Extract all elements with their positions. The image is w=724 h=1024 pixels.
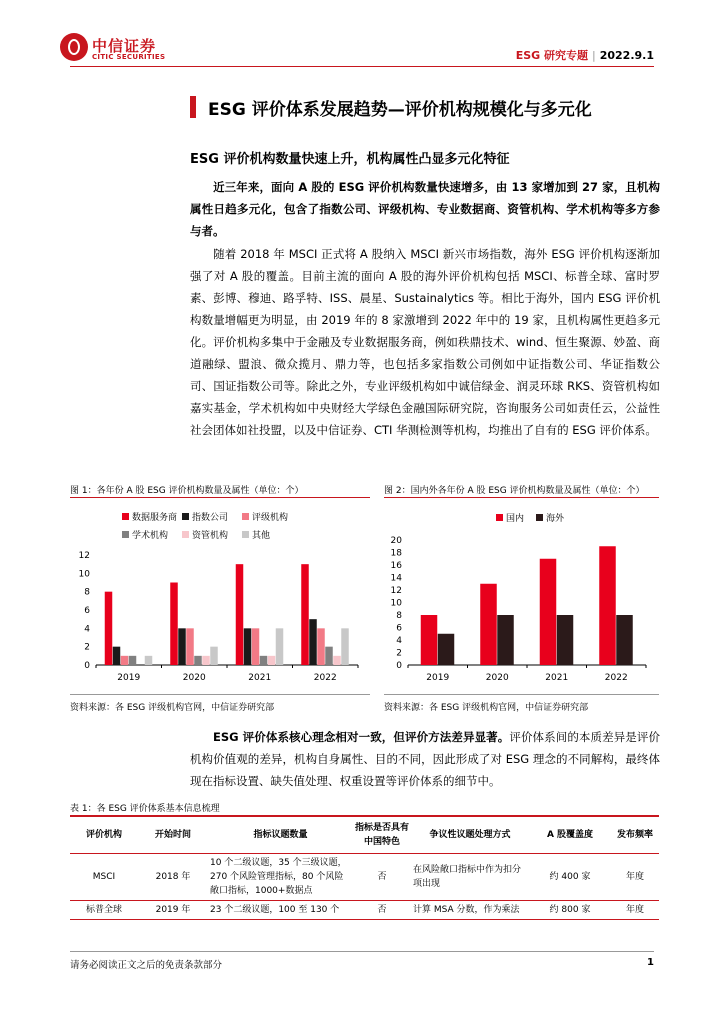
table-header: 发布频率: [611, 816, 659, 854]
logo-text-cn: 中信证券: [92, 37, 157, 55]
legend-label: 其他: [252, 531, 271, 541]
bar: [309, 619, 317, 665]
chart-domestic-vs-overseas: [384, 500, 659, 692]
header-divider: [70, 66, 654, 67]
legend-swatch: [122, 531, 129, 538]
legend-swatch: [242, 513, 249, 520]
legend-swatch: [536, 514, 543, 521]
y-tick-label: 2: [84, 642, 90, 653]
x-tick-label: 2020: [182, 673, 206, 683]
y-tick-label: 0: [396, 661, 402, 671]
table-cell: 10 个二级议题，35 个三级议题，270 个风险管理指标，80 个风险敞口指标，1000+数据点: [208, 854, 353, 901]
bar: [325, 647, 333, 665]
table-cell: 标普全球: [70, 901, 138, 920]
legend-swatch: [182, 531, 189, 538]
logo-text-en: CITIC SECURITIES: [92, 53, 166, 61]
table-cell: 否: [353, 901, 411, 920]
table-cell: 年度: [611, 854, 659, 901]
bar: [202, 656, 210, 665]
table-header: A 股覆盖度: [529, 816, 611, 854]
table-cell: 2018 年: [138, 854, 208, 901]
methodology-paragraph: ESG 评价体系核心理念相对一致，但评价方法差异显著。评价体系间的本质差异是评价机构价值观的差异，机构自身属性、目的不同，因此形成了对 ESG 理念的不同解构，最终体现在指标设置、缺失值处理、权重设置等评价体系的细节中。: [190, 730, 660, 788]
y-tick-label: 8: [396, 611, 402, 621]
bar: [301, 564, 309, 665]
legend-label: 国内: [506, 514, 525, 524]
y-tick-label: 4: [396, 636, 402, 646]
bar: [599, 546, 616, 665]
y-tick-label: 6: [396, 623, 402, 634]
y-tick-label: 18: [390, 548, 402, 559]
table-header: 开始时间: [138, 816, 208, 854]
table-header: 指标是否具有中国特色: [353, 816, 411, 854]
figure1-caption: 图 1：各年份 A 股 ESG 评价机构数量及属性（单位：个）: [70, 486, 304, 496]
bar: [317, 628, 325, 665]
legend-swatch: [242, 531, 249, 538]
figure2-caption: 图 2：国内外各年份 A 股 ESG 评价机构数量及属性（单位：个）: [384, 486, 645, 496]
report-type: ESG 研究专题: [515, 49, 588, 62]
y-tick-label: 0: [84, 661, 90, 671]
table-row: [70, 854, 659, 901]
y-tick-label: 10: [390, 598, 402, 609]
bar: [129, 656, 137, 665]
x-tick-label: 2019: [426, 673, 450, 683]
x-tick-label: 2022: [604, 673, 628, 683]
figure2-source-rule: [384, 694, 659, 695]
citic-logo-icon: [60, 33, 88, 61]
bar: [178, 628, 186, 665]
legend-swatch: [122, 513, 129, 520]
bar: [194, 656, 202, 665]
report-date: 2022.9.1: [599, 49, 654, 62]
table-header: 指标议题数量: [208, 816, 353, 854]
bar: [121, 656, 129, 665]
body-paragraph: 随着 2018 年 MSCI 正式将 A 股纳入 MSCI 新兴市场指数，海外 ESG 评价机构逐渐加强了对 A 股的覆盖。目前主流的面向 A 股的海外评价机构包括 MSCI、标普全球、富时罗素、彭博、穆迪、路孚特、ISS、晨星、Sustainalytics 等。相比于海外，国内 ESG 评价机构数量增幅更为明显，由 2019 年的 8 家激增到 2022 年中的 19 家，且机构属性更趋多元化。评价机构多集中于金融及专业数据服务商，例如秩鼎技术、wind、恒生聚源、妙盈、商道融绿、盟浪、微众揽月、鼎力等，也包括多家指数公司例如中证指数公司、华证指数公司、国证指数公司等。除此之外，专业评级机构如中诚信绿金、润灵环球 RKS、资管机构如嘉实基金，学术机构如中央财经大学绿色金融国际研究院，咨询服务公司如责任云，公益性社会团体如社投盟，以及中信证券、CTI 华测检测等机构，均推出了自有的 ESG 评价体系。: [190, 247, 660, 437]
disclaimer-note: 请务必阅读正文之后的免责条款部分: [70, 960, 223, 971]
bar: [113, 647, 121, 665]
table-header: 评价机构: [70, 816, 138, 854]
bar: [341, 628, 349, 665]
table-cell: 约 800 家: [529, 901, 611, 920]
x-tick-label: 2022: [313, 673, 337, 683]
legend-label: 指数公司: [192, 513, 229, 523]
y-tick-label: 8: [84, 587, 90, 598]
legend-swatch: [182, 513, 189, 520]
y-tick-label: 14: [390, 573, 402, 584]
table-row: [70, 901, 659, 920]
y-tick-label: 20: [390, 536, 402, 546]
y-tick-label: 12: [78, 551, 90, 561]
legend-label: 评级机构: [252, 513, 289, 523]
page-title: ESG 评价体系发展趋势—评价机构规模化与多元化: [208, 100, 592, 120]
chart-institutions-by-type: [70, 500, 370, 692]
legend-swatch: [496, 514, 503, 521]
table-cell: 计算 MSA 分数，作为乘法: [411, 901, 529, 920]
bar: [210, 647, 218, 665]
table-cell: 约 400 家: [529, 854, 611, 901]
figure1-source: 资料来源：各 ESG 评级机构官网，中信证券研究部: [70, 703, 275, 713]
legend-label: 资管机构: [192, 531, 229, 541]
y-tick-label: 6: [84, 606, 90, 616]
table-header: 争议性议题处理方式: [411, 816, 529, 854]
y-tick-label: 10: [78, 569, 90, 580]
y-tick-label: 12: [390, 586, 402, 596]
x-tick-label: 2021: [248, 673, 272, 683]
legend-label: 海外: [546, 514, 565, 524]
esg-system-table: [70, 815, 659, 920]
header-meta: ESG 研究专题 | 2022.9.1: [515, 49, 654, 62]
table-caption: 表 1：各 ESG 评价体系基本信息梳理: [70, 804, 220, 814]
bar: [480, 584, 497, 665]
bar: [540, 559, 557, 665]
y-tick-label: 4: [84, 624, 90, 635]
bar: [557, 615, 574, 665]
bar: [333, 656, 341, 665]
footer-divider: [70, 951, 654, 952]
bar: [186, 628, 194, 665]
x-tick-label: 2021: [545, 673, 569, 683]
figure1-source-rule: [70, 694, 370, 695]
bar: [268, 656, 276, 665]
bar: [145, 656, 153, 665]
bar: [244, 628, 252, 665]
table-cell: MSCI: [70, 854, 138, 901]
table-cell: 年度: [611, 901, 659, 920]
legend-label: 数据服务商: [132, 513, 178, 523]
figure2-caption-rule: [384, 497, 659, 498]
bar: [260, 656, 268, 665]
bar: [236, 564, 244, 665]
bar: [105, 592, 113, 665]
bar: [421, 615, 438, 665]
table-cell: 否: [353, 854, 411, 901]
bar: [497, 615, 514, 665]
table-cell: 在风险敞口指标中作为扣分项出现: [411, 854, 529, 901]
x-tick-label: 2020: [485, 673, 509, 683]
x-tick-label: 2019: [117, 673, 141, 683]
title-accent-bar: [190, 96, 196, 118]
figure1-caption-rule: [70, 497, 370, 498]
bar: [170, 583, 178, 666]
bar: [252, 628, 260, 665]
bar: [438, 634, 455, 665]
figure2-source: 资料来源：各 ESG 评级机构官网，中信证券研究部: [384, 703, 589, 713]
y-tick-label: 2: [396, 648, 402, 659]
y-tick-label: 16: [390, 561, 402, 571]
bar: [616, 615, 633, 665]
table-cell: 23 个二级议题，100 至 130 个: [208, 901, 353, 920]
table-cell: 2019 年: [138, 901, 208, 920]
bar: [276, 628, 284, 665]
table-header-row: [70, 816, 659, 854]
legend-label: 学术机构: [132, 531, 169, 541]
summary-paragraph: 近三年来，面向 A 股的 ESG 评价机构数量快速增多，由 13 家增加到 27 家，且机构属性日趋多元化，包含了指数公司、评级机构、专业数据商、资管机构、学术机构等多方参与者。: [190, 180, 660, 238]
page-number: 1: [647, 957, 654, 968]
section-subtitle: ESG 评价机构数量快速上升，机构属性凸显多元化特征: [190, 152, 510, 167]
